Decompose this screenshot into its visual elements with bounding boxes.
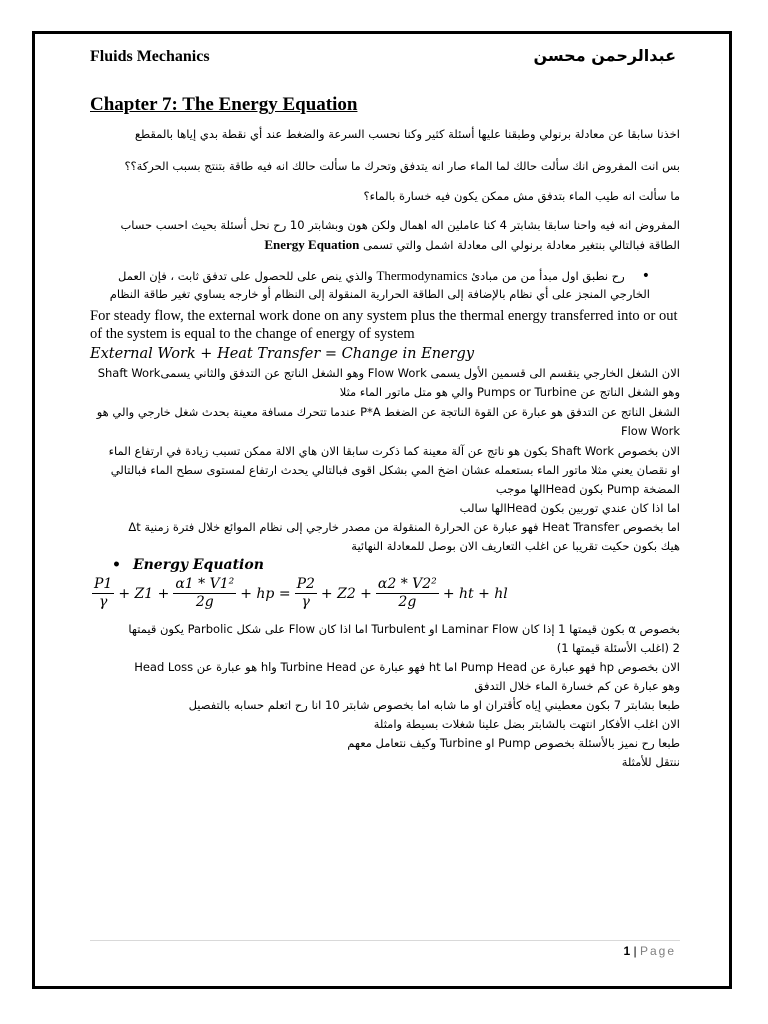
bullet-text-part1: رح نطبق اول مبدأ من من مبادئ: [471, 269, 625, 283]
paragraph-chapter-note: طبعا بشابتر 7 بكون معطيني إياه كأقتران او ما شابه اما بخصوص شابتر 10 انا رح اتعلم حسابه بالتفصيل: [188, 698, 680, 712]
paragraph-alpha-line1: بخصوص α بكون قيمتها 1 إذا كان Laminar Flow او Turbulent اما اذا كان Flow على شكل Parbolic يكون قيمتها: [128, 622, 680, 636]
equation-term: + ht + hl: [442, 585, 508, 602]
header-author-name: عبدالرحمن محسن: [533, 46, 676, 65]
paragraph-heads-line2: وهو عبارة عن كم خسارة الماء خلال التدفق: [474, 679, 680, 693]
bullet-energy-equation-label: Energy Equation: [132, 557, 264, 573]
paragraph-to-examples: ننتقل للأمثلة: [621, 755, 680, 769]
numerator: P2: [296, 576, 315, 592]
denominator: γ: [98, 594, 108, 610]
numerator: α2 * V2²: [377, 576, 437, 592]
paragraph-remaining-ideas: الان اغلب الأفكار انتهت بالشابتر بضل علينا شغلات بسيطة وامثلة: [373, 717, 680, 731]
paragraph-external-work-line1: الان الشغل الخارجي ينقسم الى قسمين الأول يسمى Flow Work وهو الشغل الناتج عن التدفق والثاني يسمىShaft Work: [97, 366, 680, 380]
fraction-alpha1-v1: [173, 576, 236, 611]
paragraph-loss-question: ما سألت انه طيب الماء بتدفق مش ممكن يكون فيه خسارة بالماء؟: [363, 189, 680, 203]
bullet-text-part2: والذي ينص على للحصول على تدفق ثابت ، فإن العمل: [118, 269, 373, 283]
page-label: Page: [639, 944, 676, 958]
paragraph-external-work-line2: وهو الشغل الناتج عن Pumps or Turbine والي هو متل ماتور الماء مثلا: [339, 385, 680, 399]
bullet-energy-equation: [112, 557, 264, 573]
paragraph-energy-question: بس انت المفروض انك سألت حالك لما الماء صار انه يتدفق وتحرك ما سألت حالك انه فيه طاقة بتنتج بسبب الحركة؟؟: [124, 159, 680, 173]
paragraph-heat-transfer-line2: هيك بكون حكيت تقريبا عن اغلب التعاريف الان بوصل للمعادلة النهائية: [351, 539, 680, 553]
denominator: 2g: [398, 594, 417, 610]
fraction-p1-gamma: [92, 576, 114, 611]
page-footer: [623, 944, 676, 958]
fraction-alpha2-v2: [376, 576, 439, 611]
paragraph-heads-line1: الان بخصوص hp فهو عبارة عن Pump Head اما ht فهو عبارة عن Turbine Head وhl هو عبارة عن Head Loss: [134, 660, 680, 674]
footer-divider: [90, 940, 680, 941]
paragraph-bernoulli-recap: اخذنا سابقا عن معادلة برنولي وطبقنا عليها أسئلة كثير وكنا نحسب السرعة والضغط عند أي نقطة بدي إياها بالمقطع: [134, 127, 680, 141]
equation-term: + Z1 +: [118, 585, 170, 602]
paragraph-flow-work-line1: الشغل الناتج عن التدفق هو عبارة عن القوة الناتجة عن الضغط P*A عندما تتحرك مسافة معينة بحدث شغل خارجي والي هو: [96, 405, 680, 419]
fraction-p2-gamma: [295, 576, 317, 611]
paragraph-flow-work-line2: Flow Work: [620, 424, 680, 438]
paragraph-turbine-head: اما اذا كان عندي توربين بكون Headالها سالب: [459, 501, 680, 515]
bullet-text-english: Thermodynamics: [376, 268, 468, 283]
word-equation: External Work + Heat Transfer = Change in Energy: [90, 346, 475, 362]
paragraph-shaft-work-line1: الان بخصوص Shaft Work بكون هو ناتج عن آلة معينة كما ذكرت سابقا الان هاي الالة ممكن تسبب زيادة في ارتفاع الماء: [108, 444, 680, 458]
paragraph-chapter-intro-line2: [90, 235, 680, 255]
numerator: P1: [94, 576, 113, 592]
bullet-dot: •: [112, 557, 121, 573]
denominator: 2g: [195, 594, 214, 610]
paragraph-pump-head: المضخة Pump بكون Headالها موجب: [495, 482, 680, 496]
paragraph-chapter-intro-line1: المفروض انه فيه واحنا سابقا بشابتر 4 كنا عاملين اله اهمال ولكن هون وبشابتر 10 رح نحل أسئلة بحيث احسب حساب: [120, 218, 680, 232]
paragraph-heat-transfer-line1: اما بخصوص Heat Transfer فهو عبارة عن الحرارة المنقولة من مصدر خارجي إلى نظام الموائع خلال فترة زمنية Δt: [128, 520, 680, 534]
bullet-dot: •: [628, 268, 650, 284]
intro-line2-english: Energy Equation: [264, 237, 360, 252]
intro-line2-arabic: الطاقة فبالتالي بنتغير معادلة برنولي الى معادلة اشمل والتي تسمى: [363, 238, 680, 252]
page-number: 1: [623, 944, 631, 958]
numerator: α1 * V1²: [175, 576, 235, 592]
bullet-thermodynamics-line1: [90, 266, 650, 286]
english-steady-flow-statement: For steady flow, the external work done on any system plus the thermal energy transferred into or out of the system is equal to the change of energy of system: [90, 308, 678, 342]
footer-separator: |: [630, 944, 640, 958]
paragraph-alpha-line2: 2 (اغلب الأسئلة قيمتها 1): [556, 641, 680, 655]
paragraph-shaft-work-line2: او نقصان يعني مثلا ماتور الماء بستعمله عشان اضخ المي بشكل اقوى فبالتالي يحدث ارتفاع لمستوى سطح الماء فبالتالي: [110, 463, 680, 477]
equation-term: + hp =: [240, 585, 291, 602]
energy-equation-formula: [90, 576, 510, 611]
paragraph-pump-turbine-questions: طبعا رح نميز بالأسئلة بخصوص Pump او Turbine وكيف نتعامل معهم: [347, 736, 680, 750]
bullet-thermodynamics-line2: الخارجي المنجز على أي نظام بالإضافة إلى الطاقة الحرارية المنقولة إلى النظام أو خارجه يساوي تغير طاقة النظام: [109, 287, 650, 301]
chapter-title: Chapter 7: The Energy Equation: [90, 94, 358, 115]
header-course-title: Fluids Mechanics: [90, 48, 210, 65]
denominator: γ: [301, 594, 310, 610]
equation-term: + Z2 +: [320, 585, 372, 602]
